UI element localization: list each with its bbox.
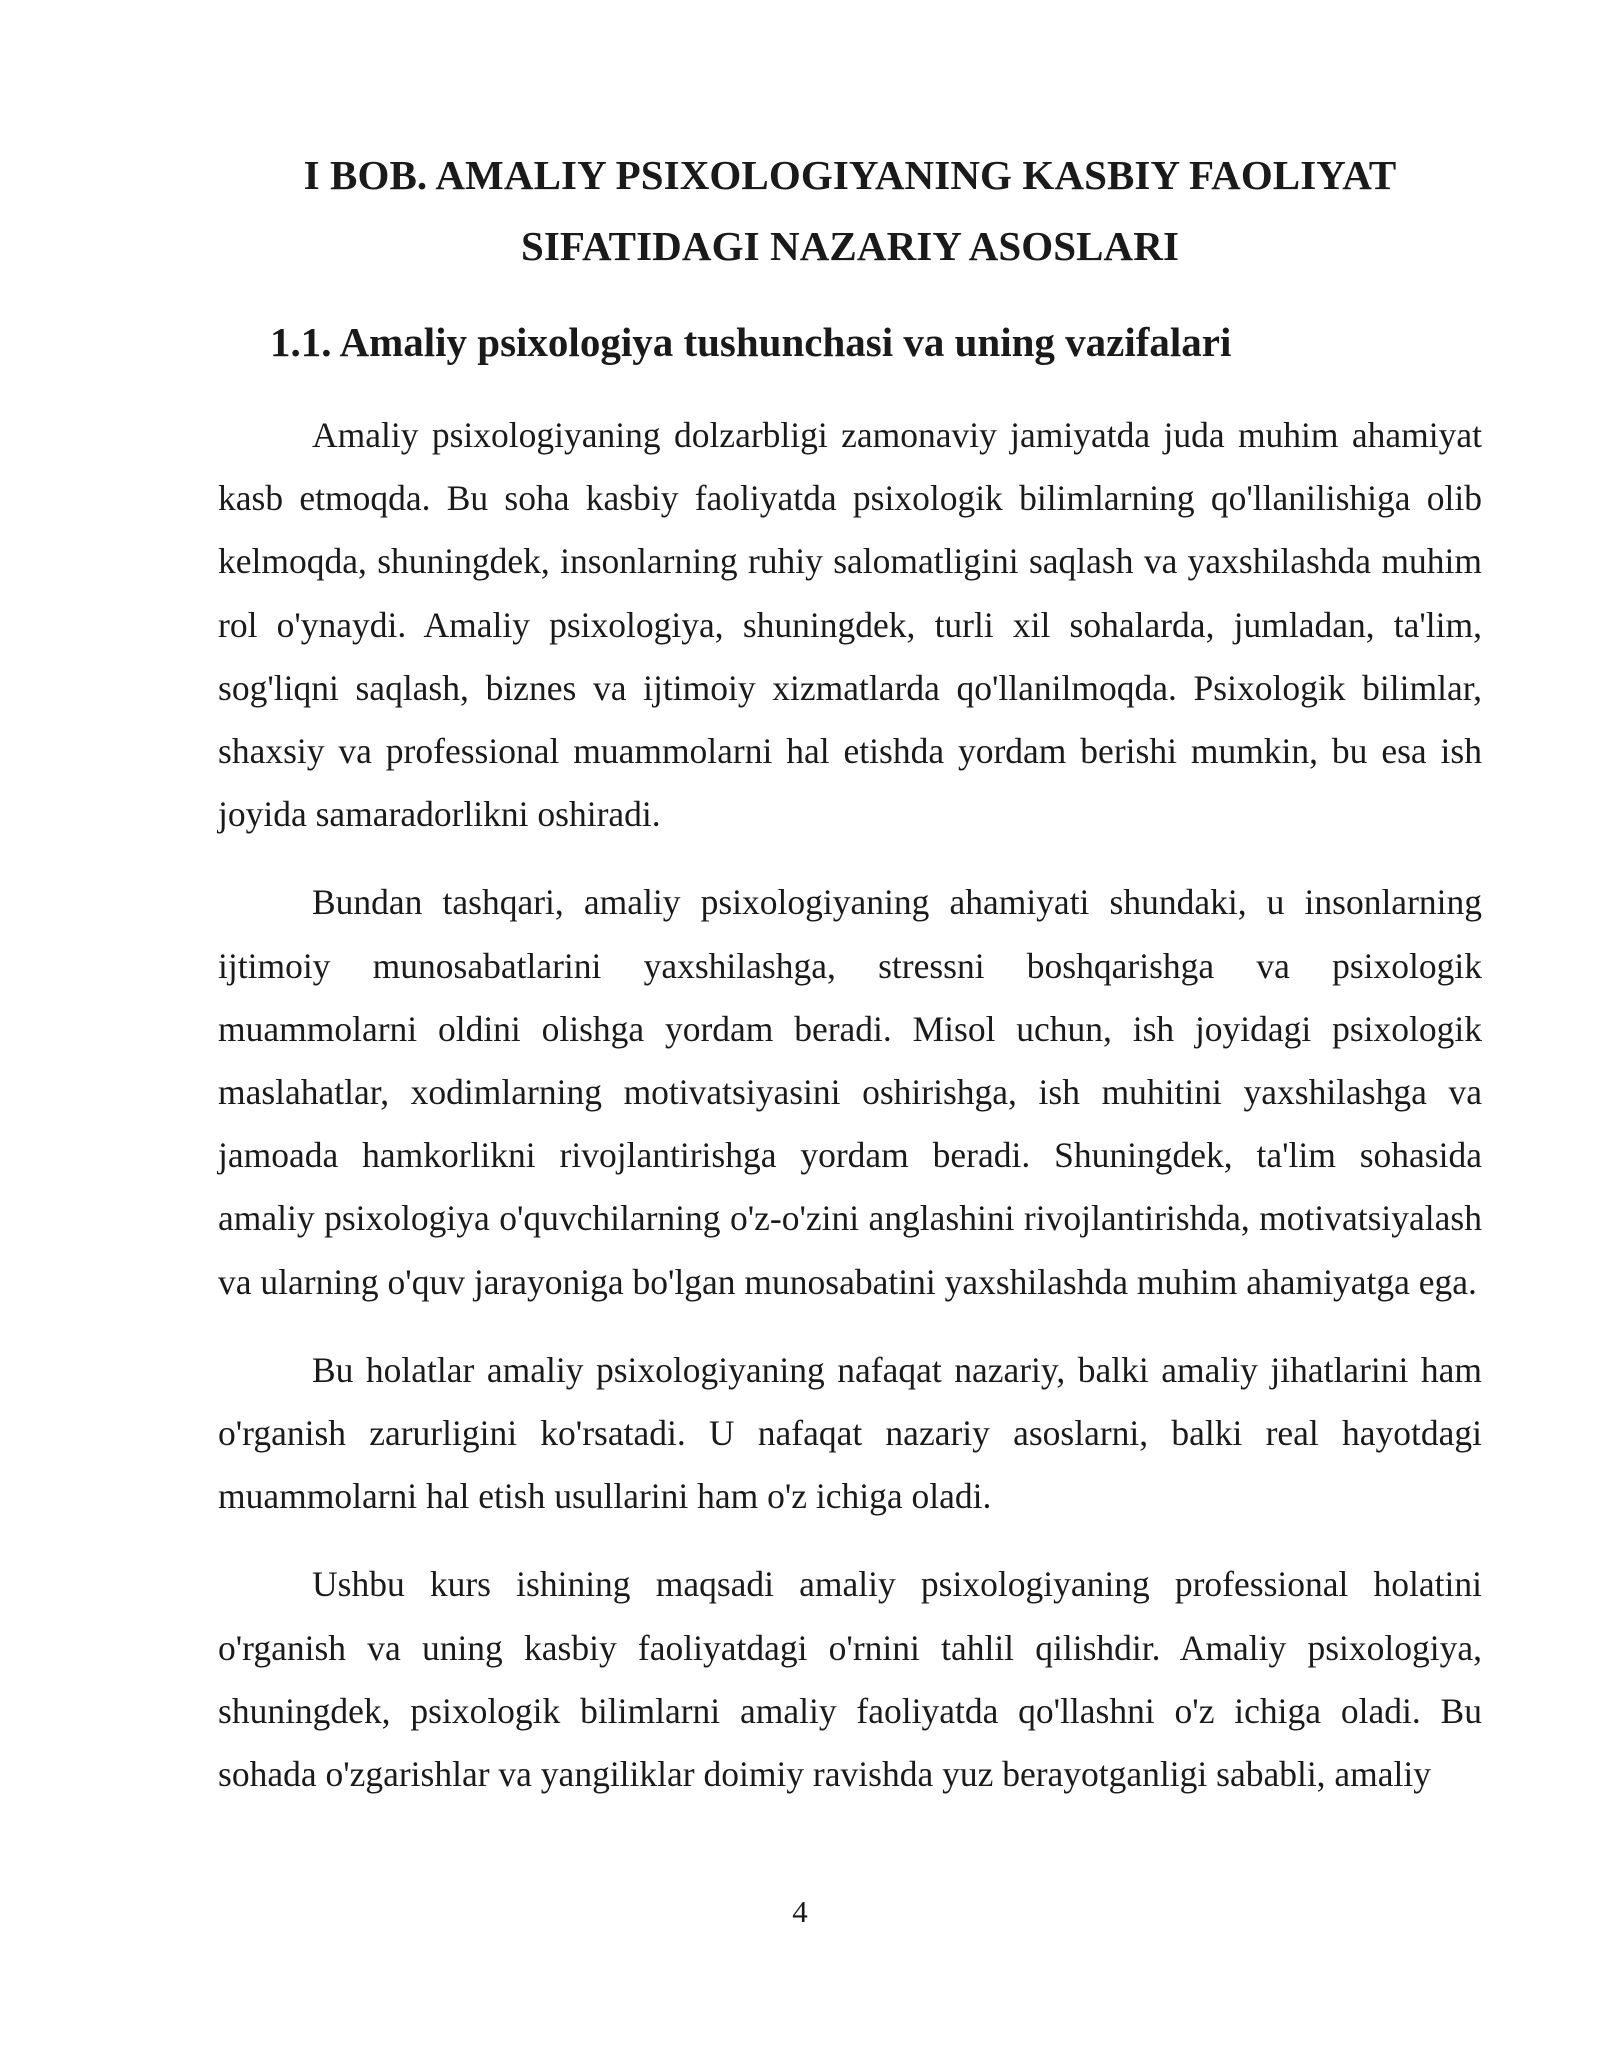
paragraph: Bu holatlar amaliy psixologiyaning nafaqat nazariy, balki amaliy jihatlarini ham o'rganish zarurligini ko'rsatadi. U nafaqat nazariy asoslarni, balki real hayotdagi muammolarni hal etish usullarini ham o'z ichiga oladi. bbox=[218, 1349, 1482, 1517]
page-number: 4 bbox=[792, 1894, 808, 1929]
chapter-title: I BOB. AMALIY PSIXOLOGIYANING KASBIY FAOLIYAT SIFATIDAGI NAZARIY ASOSLARI bbox=[303, 152, 1397, 269]
body-text bbox=[218, 404, 1482, 1831]
section-title: 1.1. Amaliy psixologiya tushunchasi va uning vazifalari bbox=[270, 319, 1232, 365]
paragraph: Bundan tashqari, amaliy psixologiyaning ahamiyati shundaki, u insonlarning ijtimoiy munosabatlarini yaxshilashga, stressni boshqarishga va psixologik muammolarni oldini olishga yordam beradi. Misol uchun, ish joyidagi psixologik maslahatlar, xodimlarning motivatsiyasini oshirishga, ish muhitini yaxshilashga va jamoada hamkorlikni rivojlantirishga yordam beradi. Shuningdek, ta'lim sohasida amaliy psixologiya o'quvchilarning o'z-o'zini anglashini rivojlantirishda, motivatsiyalash va ularning o'quv jarayoniga bo'lgan munosabatini yaxshilashda muhim ahamiyatga ega. bbox=[218, 882, 1482, 1302]
paragraph: Ushbu kurs ishining maqsadi amaliy psixologiyaning professional holatini o'rganish va uning kasbiy faoliyatdagi o'rnini tahlil qilishdir. Amaliy psixologiya, shuningdek, psixologik bilimlarni amaliy faoliyatda qo'llashni o'z ichiga oladi. Bu sohada o'zgarishlar va yangiliklar doimiy ravishda yuz berayotganligi sababli, amaliy bbox=[218, 1564, 1482, 1795]
paragraph: Amaliy psixologiyaning dolzarbligi zamonaviy jamiyatda juda muhim ahamiyat kasb etmoqda. Bu soha kasbiy faoliyatda psixologik bilimlarning qo'llanilishiga olib kelmoqda, shuningdek, insonlarning ruhiy salomatligini saqlash va yaxshilashda muhim rol o'ynaydi. Amaliy psixologiya, shuningdek, turli xil sohalarda, jumladan, ta'lim, sog'liqni saqlash, biznes va ijtimoiy xizmatlarda qo'llanilmoqda. Psixologik bilimlar, shaxsiy va professional muammolarni hal etishda yordam berishi mumkin, bu esa ish joyida samaradorlikni oshiradi. bbox=[218, 415, 1482, 835]
